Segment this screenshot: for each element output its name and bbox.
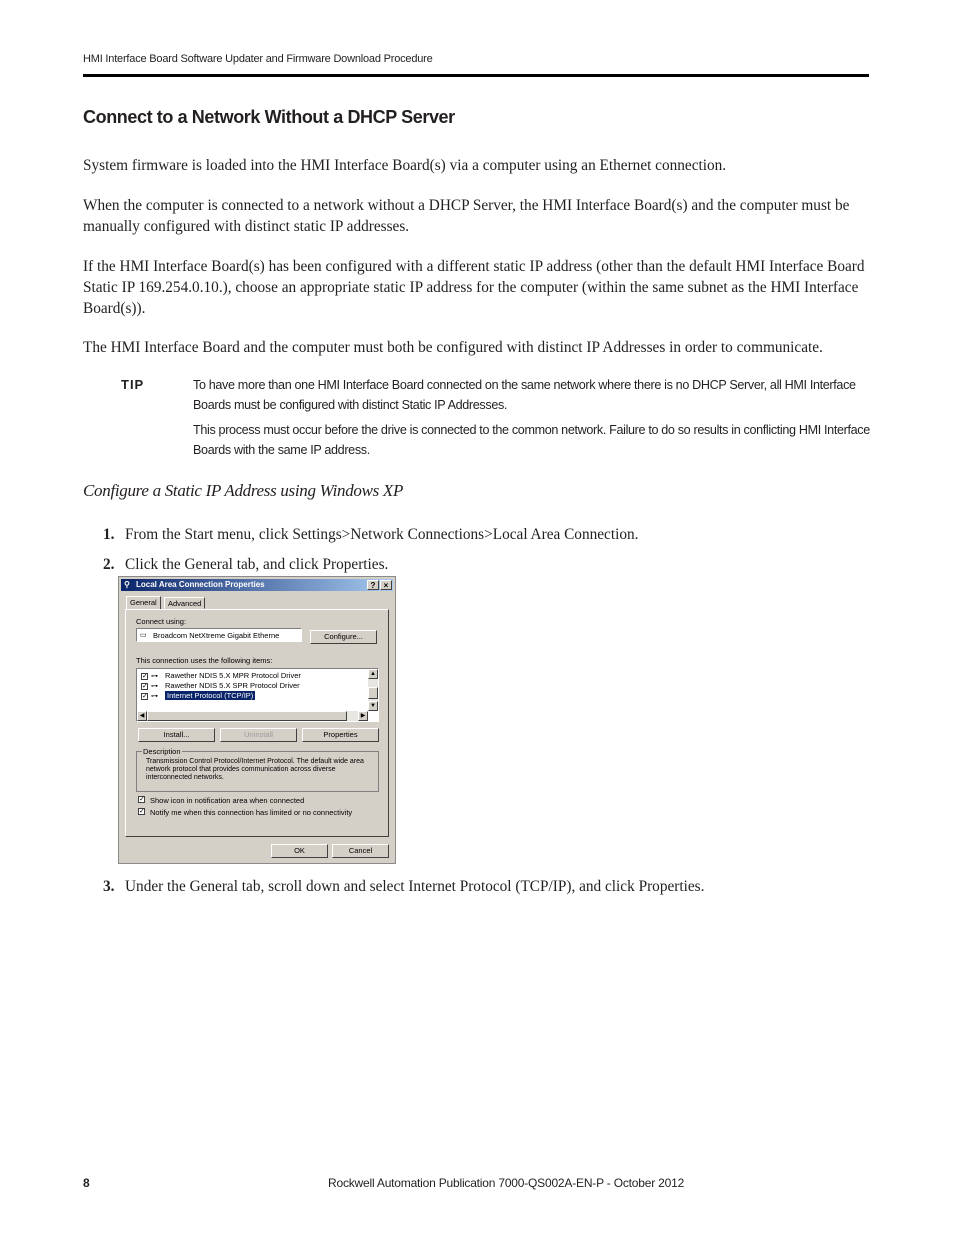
notify-checkbox[interactable]: ✓: [139, 808, 145, 815]
local-area-connection-dialog: [118, 576, 396, 864]
header-rule: [83, 74, 869, 77]
paragraph-subnet: If the HMI Interface Board(s) has been configured with a different static IP address (other than the default HMI Interface Board Static IP 169.254.0.10.), choose an appropriate static IP address for the computer (within the same subnet as the HMI Interface Board(s)).: [83, 258, 865, 317]
step-number: 1.: [103, 526, 115, 543]
tip-text-1: To have more than one HMI Interface Board connected on the same network where there is no DHCP Server, all HMI Interface Boards must be configured with distinct Static IP Addresses.: [193, 378, 856, 412]
items-list[interactable]: [136, 668, 379, 722]
publication-footer: Rockwell Automation Publication 7000-QS002A-EN-P - October 2012: [328, 1176, 685, 1190]
subsection-heading: Configure a Static IP Address using Windows XP: [83, 481, 404, 500]
dialog-titlebar[interactable]: [121, 579, 393, 591]
vertical-scrollbar[interactable]: [368, 669, 378, 711]
network-connection-icon: ⚲: [124, 580, 130, 589]
items-label: This connection uses the following items:: [136, 656, 273, 665]
protocol-icon: ⊶: [151, 683, 158, 690]
list-item[interactable]: [141, 681, 300, 691]
step-number: 3.: [103, 878, 115, 895]
step-1: [103, 526, 638, 544]
help-button[interactable]: ?: [367, 580, 379, 590]
cancel-button[interactable]: Cancel: [332, 844, 389, 858]
paragraph-communicate: The HMI Interface Board and the computer must both be configured with distinct IP Addresses in order to communicate.: [83, 339, 823, 356]
step-3: [103, 878, 704, 896]
protocol-icon: ⊶: [151, 693, 158, 700]
scroll-down-arrow-icon[interactable]: ▼: [368, 701, 378, 711]
show-icon-checkbox[interactable]: ✓: [139, 796, 145, 803]
scroll-right-arrow-icon[interactable]: ▶: [358, 711, 368, 721]
list-item[interactable]: [141, 671, 301, 681]
description-text: Transmission Control Protocol/Internet Protocol. The default wide area network protocol that provides communication across diverse interconnected networks.: [146, 758, 364, 781]
scroll-up-arrow-icon[interactable]: ▲: [368, 669, 378, 679]
item-checkbox[interactable]: ✓: [142, 682, 148, 690]
running-header: HMI Interface Board Software Updater and Firmware Download Procedure: [83, 53, 433, 65]
section-heading: Connect to a Network Without a DHCP Server: [83, 107, 455, 127]
tip-text-2: This process must occur before the drive is connected to the common network. Failure to do so results in conflicting HMI Interface Boards with the same IP address.: [193, 423, 870, 457]
connect-using-label: Connect using:: [136, 617, 187, 626]
configure-button[interactable]: Configure...: [310, 630, 377, 644]
tab-general[interactable]: General: [126, 596, 161, 609]
paragraph-static-ip: When the computer is connected to a network without a DHCP Server, the HMI Interface Board(s) and the computer must be manually configured with distinct static IP addresses.: [83, 197, 850, 235]
scroll-thumb[interactable]: [147, 711, 347, 721]
protocol-icon: ⊶: [151, 673, 158, 680]
step-text: Under the General tab, scroll down and select Internet Protocol (TCP/IP), and click Properties.: [125, 878, 705, 895]
list-item-selected[interactable]: [141, 691, 255, 701]
description-groupbox: [136, 747, 379, 792]
step-text: From the Start menu, click Settings>Network Connections>Local Area Connection.: [125, 526, 639, 543]
item-checkbox[interactable]: ✓: [142, 672, 148, 680]
step-2: [103, 556, 388, 574]
paragraph-intro: System firmware is loaded into the HMI Interface Board(s) via a computer using an Ethernet connection.: [83, 157, 727, 174]
horizontal-scrollbar[interactable]: [137, 711, 368, 721]
item-label: Internet Protocol (TCP/IP): [167, 691, 254, 700]
tab-advanced[interactable]: Advanced: [164, 597, 205, 609]
adapter-name: Broadcom NetXtreme Gigabit Etherne: [153, 631, 280, 640]
step-number: 2.: [103, 556, 115, 573]
install-button[interactable]: Install...: [138, 728, 215, 742]
ok-button[interactable]: OK: [271, 844, 328, 858]
description-label: Description: [143, 747, 181, 756]
scroll-left-arrow-icon[interactable]: ◀: [137, 711, 147, 721]
show-icon-label: Show icon in notification area when connected: [150, 796, 305, 805]
page-number: 8: [83, 1176, 90, 1190]
general-tab-panel: [125, 609, 389, 837]
close-button[interactable]: ×: [380, 580, 392, 590]
item-checkbox[interactable]: ✓: [142, 692, 148, 700]
step-text: Click the General tab, and click Properties.: [125, 556, 389, 573]
uninstall-button[interactable]: Uninstall: [220, 728, 297, 742]
network-adapter-icon: ▭: [140, 632, 147, 639]
item-label: Rawether NDIS 5.X SPR Protocol Driver: [165, 681, 300, 690]
properties-button[interactable]: Properties: [302, 728, 379, 742]
tip-label: TIP: [121, 377, 145, 392]
adapter-field: [136, 628, 302, 642]
item-label: Rawether NDIS 5.X MPR Protocol Driver: [165, 671, 301, 680]
notify-label: Notify me when this connection has limited or no connectivity: [150, 808, 353, 817]
dialog-title: Local Area Connection Properties: [136, 580, 265, 589]
scroll-thumb[interactable]: [368, 687, 378, 699]
